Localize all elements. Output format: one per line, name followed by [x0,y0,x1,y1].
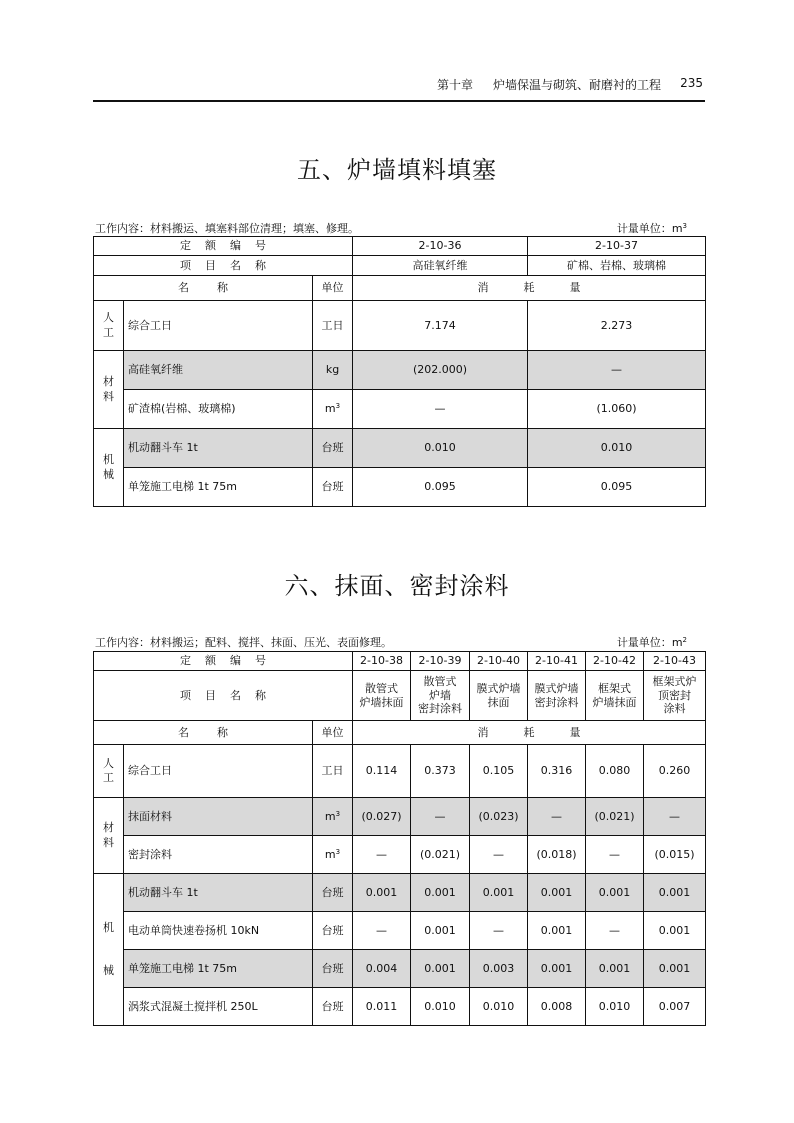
row-value: — [353,390,528,429]
row-value: 0.010 [353,429,528,468]
row-name: 抹面材料 [124,798,313,836]
item-name: 框架式 炉墙抹面 [586,671,644,721]
row-value: (0.021) [411,836,470,874]
row-value: — [470,836,528,874]
row-unit: 工日 [313,301,353,351]
row-value: (0.027) [353,798,411,836]
row-value: 0.010 [586,988,644,1026]
quota-code-label: 定 额 编 号 [94,652,353,671]
row-name: 密封涂料 [124,836,313,874]
row-value: — [528,351,706,390]
col-unit-header: 单位 [313,721,353,745]
row-unit: kg [313,351,353,390]
row-value: 0.010 [411,988,470,1026]
row-name: 机动翻斗车 1t [124,429,313,468]
row-value: 0.001 [353,874,411,912]
row-value: 0.095 [528,468,706,507]
category-material: 材 料 [94,798,124,874]
category-labor: 人 工 [94,745,124,798]
row-unit: 台班 [313,988,353,1026]
row-value: 0.001 [411,950,470,988]
item-name: 膜式炉墙 密封涂料 [528,671,586,721]
row-value: 0.001 [528,950,586,988]
row-value: 0.080 [586,745,644,798]
category-labor: 人 工 [94,301,124,351]
item-name-label: 项 目 名 称 [94,671,353,721]
item-name: 散管式 炉墙 密封涂料 [411,671,470,721]
row-value: 0.105 [470,745,528,798]
row-value: — [644,798,706,836]
row-name: 单笼施工电梯 1t 75m [124,468,313,507]
row-value: — [528,798,586,836]
section5-table [93,236,706,507]
row-value: 0.001 [644,874,706,912]
section6-work-line [93,634,705,650]
row-value: 0.114 [353,745,411,798]
row-unit: $m^3$ [313,390,353,429]
row-value: 0.001 [411,912,470,950]
section6-title: 六、抹面、密封涂料 [284,572,510,600]
row-value: 0.316 [528,745,586,798]
row-value: — [353,836,411,874]
row-value: 0.095 [353,468,528,507]
row-name: 高硅氧纤维 [124,351,313,390]
item-name: 膜式炉墙 抹面 [470,671,528,721]
row-unit: 台班 [313,912,353,950]
row-unit: 台班 [313,468,353,507]
row-value: (1.060) [528,390,706,429]
row-unit: $m^3$ [313,798,353,836]
quota-code: 2-10-36 [353,237,528,256]
row-value: 0.001 [470,874,528,912]
quota-code: 2-10-40 [470,652,528,671]
row-value: (202.000) [353,351,528,390]
row-value: 0.001 [644,950,706,988]
item-name-label: 项 目 名 称 [94,256,353,276]
row-name: 综合工日 [124,745,313,798]
row-name: 单笼施工电梯 1t 75m [124,950,313,988]
row-value: (0.023) [470,798,528,836]
col-name-header: 名 称 [94,721,313,745]
row-name: 涡浆式混凝土搅拌机 250L [124,988,313,1026]
row-value: 0.004 [353,950,411,988]
row-value: 0.001 [528,912,586,950]
row-value: 0.003 [470,950,528,988]
section5-unit: 计量单位：$m^3$ [616,222,687,235]
row-value: 0.011 [353,988,411,1026]
quota-code: 2-10-38 [353,652,411,671]
quota-code: 2-10-41 [528,652,586,671]
row-value: — [411,798,470,836]
col-unit-header: 单位 [313,276,353,301]
row-value: — [586,912,644,950]
row-value: 0.008 [528,988,586,1026]
quota-code: 2-10-42 [586,652,644,671]
item-name: 高硅氧纤维 [353,256,528,276]
quota-code: 2-10-43 [644,652,706,671]
row-value: 0.001 [644,912,706,950]
category-material: 材 料 [94,351,124,429]
row-unit: 台班 [313,429,353,468]
section5-work-content: 工作内容：材料搬运、填塞料部位清理；填塞、修理。 [95,222,359,235]
row-value: 7.174 [353,301,528,351]
row-unit: 台班 [313,874,353,912]
category-machine: 机 械 [94,874,124,1026]
chapter-number: 第十章 [437,78,474,92]
row-value: 2.273 [528,301,706,351]
section6-table [93,651,706,1026]
section6-unit: 计量单位：$m^2$ [616,636,687,649]
quota-code: 2-10-37 [528,237,706,256]
section5-title: 五、炉墙填料填塞 [297,156,497,184]
row-value: 0.010 [528,429,706,468]
row-value: 0.001 [586,874,644,912]
page-number: 235 [680,76,703,90]
item-name: 框架式炉 顶密封 涂料 [644,671,706,721]
row-value: (0.015) [644,836,706,874]
row-value: 0.260 [644,745,706,798]
row-unit: 工日 [313,745,353,798]
row-name: 综合工日 [124,301,313,351]
col-name-header: 名 称 [94,276,313,301]
row-value: 0.373 [411,745,470,798]
row-value: (0.018) [528,836,586,874]
row-value: — [470,912,528,950]
row-value: — [353,912,411,950]
category-machine: 机 械 [94,429,124,507]
section5-work-line [93,220,705,236]
row-unit: $m^3$ [313,836,353,874]
item-name: 矿棉、岩棉、玻璃棉 [528,256,706,276]
row-value: 0.010 [470,988,528,1026]
page-header [93,70,705,102]
col-consumption-header: 消 耗 量 [353,721,706,745]
row-unit: 台班 [313,950,353,988]
row-value: (0.021) [586,798,644,836]
item-name: 散管式 炉墙抹面 [353,671,411,721]
section6-work-content: 工作内容：材料搬运；配料、搅拌、抹面、压光、表面修理。 [95,636,392,649]
row-value: 0.001 [411,874,470,912]
row-value: — [586,836,644,874]
row-name: 机动翻斗车 1t [124,874,313,912]
chapter-title: 炉墙保温与砌筑、耐磨衬的工程 [493,78,662,92]
row-name: 矿渣棉(岩棉、玻璃棉) [124,390,313,429]
col-consumption-header: 消 耗 量 [353,276,706,301]
quota-code: 2-10-39 [411,652,470,671]
row-value: 0.007 [644,988,706,1026]
quota-code-label: 定 额 编 号 [94,237,353,256]
row-value: 0.001 [586,950,644,988]
row-name: 电动单筒快速卷扬机 10kN [124,912,313,950]
row-value: 0.001 [528,874,586,912]
